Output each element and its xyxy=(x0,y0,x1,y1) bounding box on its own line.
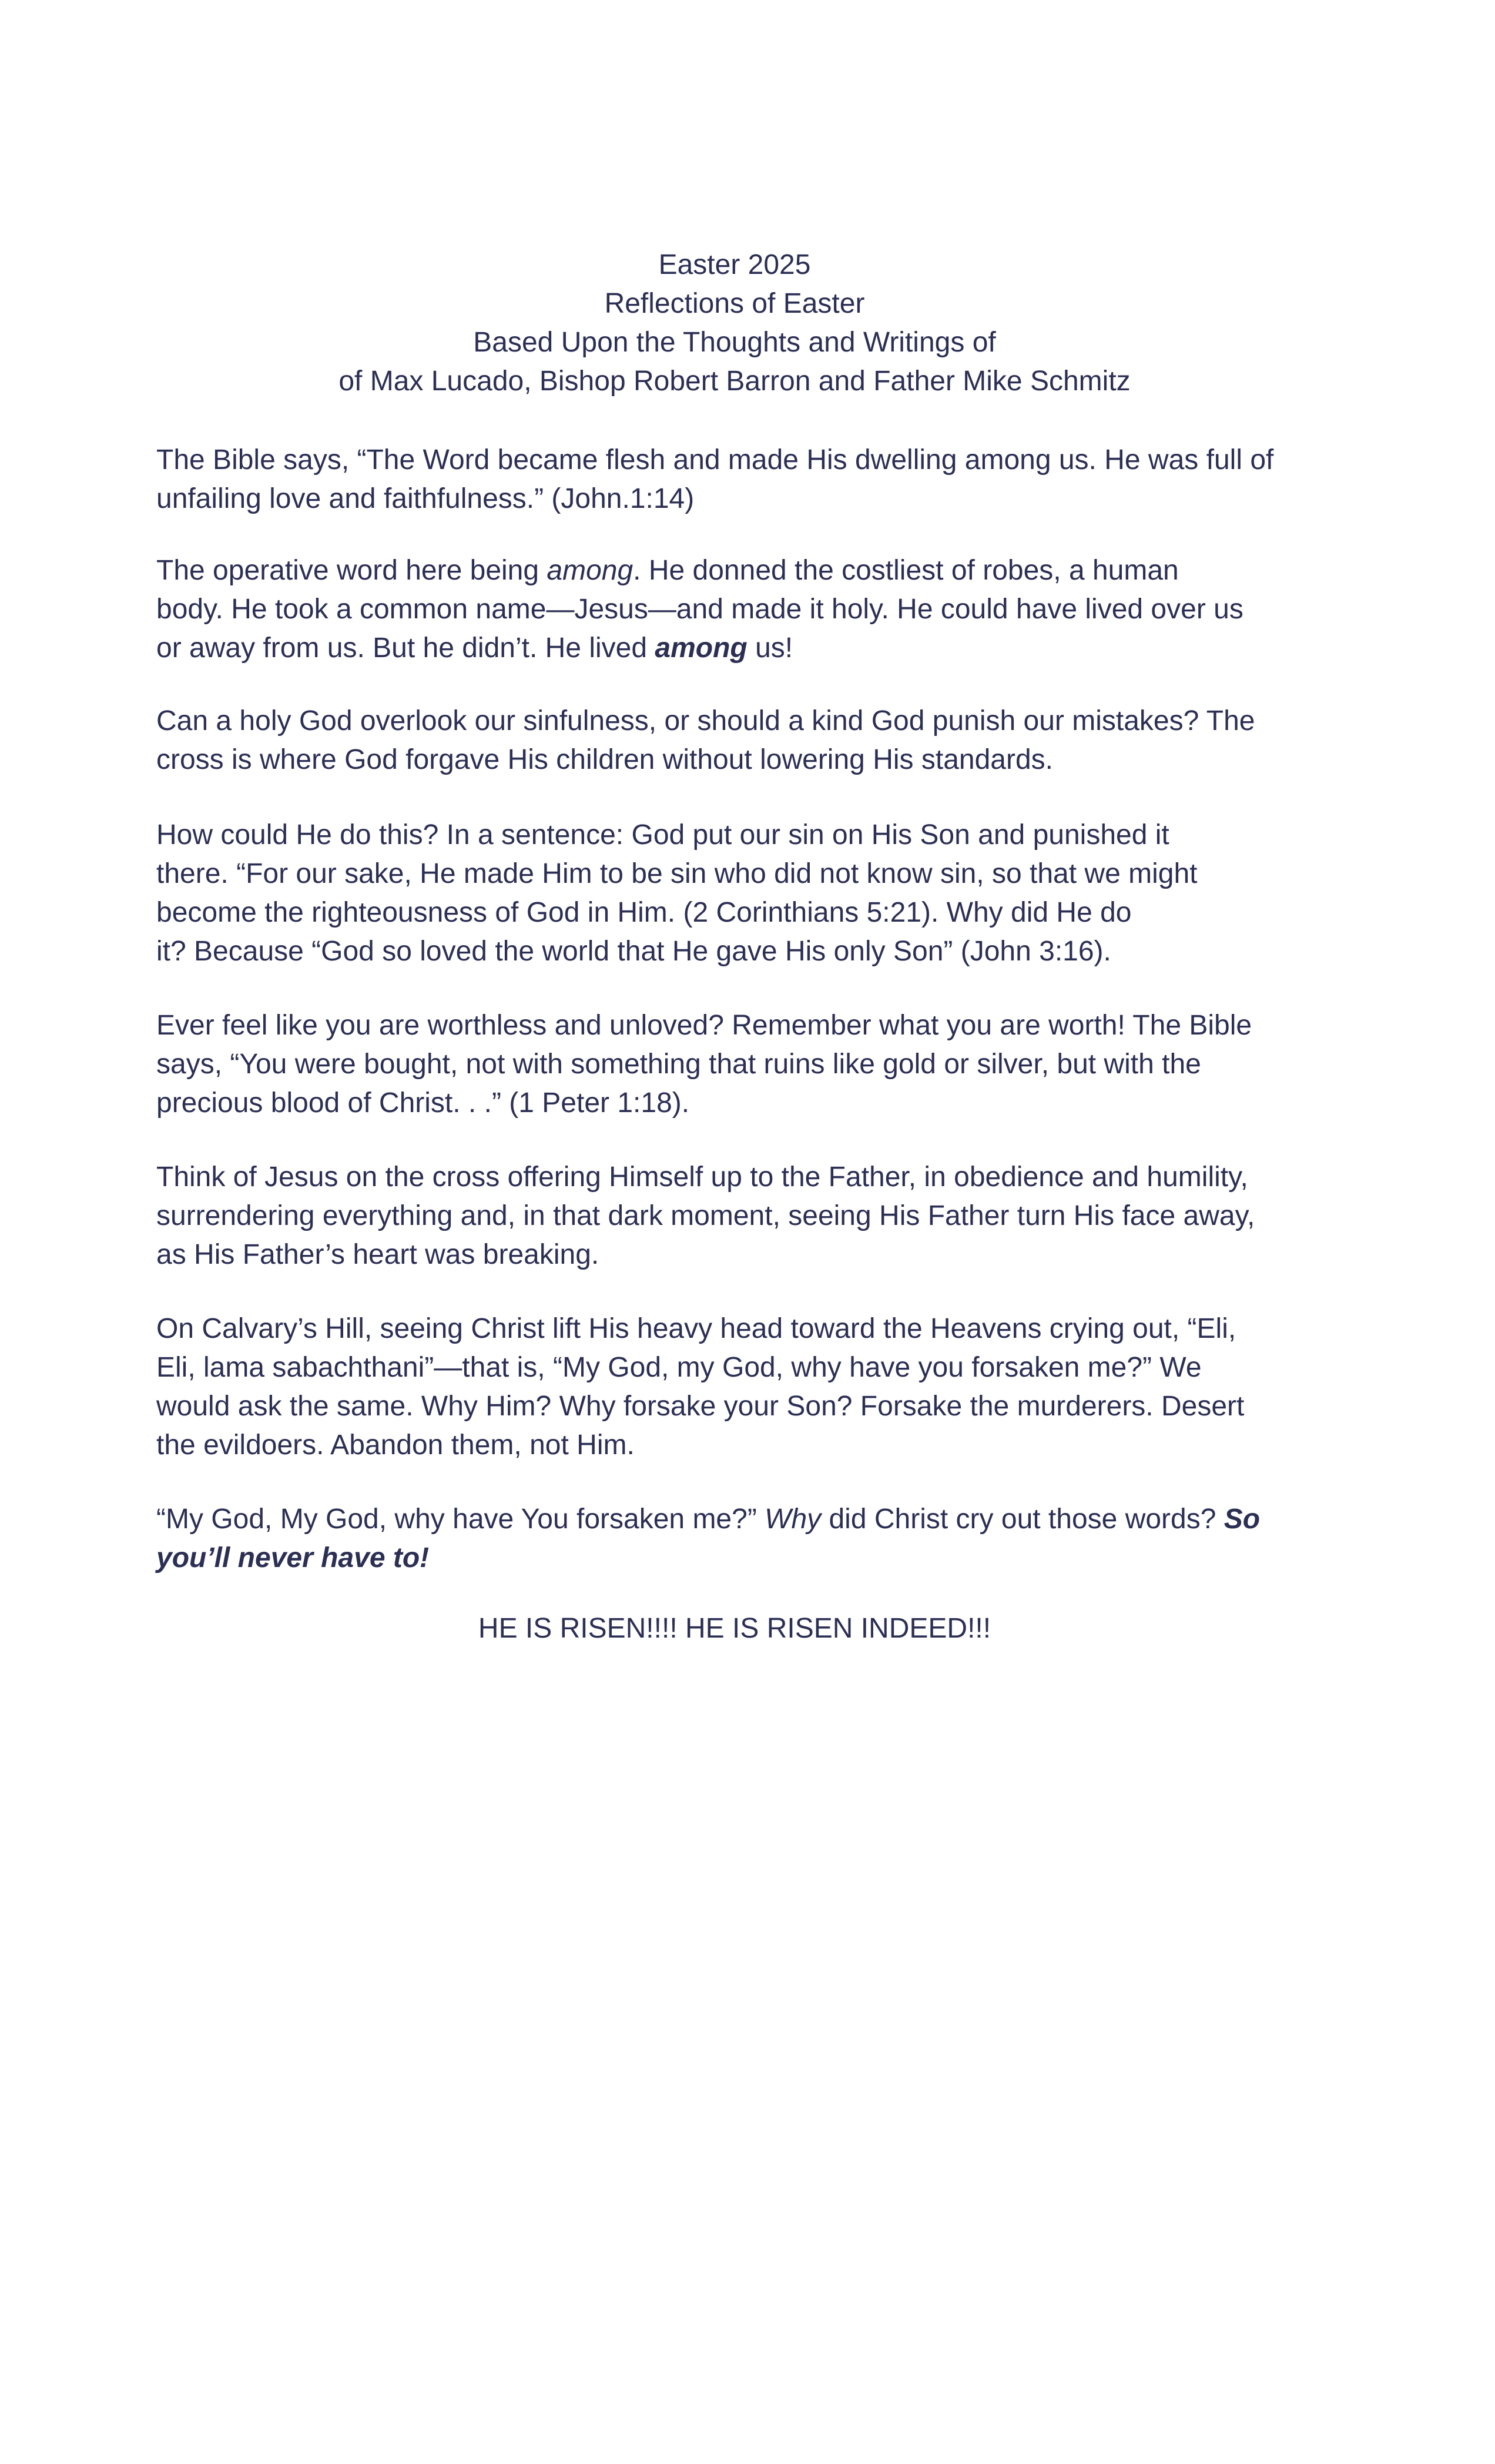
paragraph-2 xyxy=(156,551,1343,668)
paragraph-line: Think of Jesus on the cross offering Himself up to the Father, in obedience and humility, xyxy=(156,1161,1248,1193)
emphasis-so: So xyxy=(1224,1504,1261,1535)
emphasis-among: among xyxy=(547,555,633,586)
emphasis-never-have-to: you’ll never have to! xyxy=(156,1542,430,1574)
paragraph-7 xyxy=(156,1310,1343,1465)
paragraph-line: would ask the same. Why Him? Why forsake your Son? Forsake the murderers. Desert xyxy=(156,1391,1245,1422)
closing-proclamation: HE IS RISEN!!!! HE IS RISEN INDEED!!! xyxy=(478,1613,991,1644)
header-subtitle: Reflections of Easter xyxy=(604,288,865,319)
paragraph-line: body. He took a common name—Jesus—and made it holy. He could have lived over us xyxy=(156,594,1243,625)
paragraph-line xyxy=(156,1539,1343,1578)
paragraph-line: How could He do this? In a sentence: God put our sin on His Son and punished it xyxy=(156,819,1169,851)
paragraph-line: On Calvary’s Hill, seeing Christ lift His heavy head toward the Heavens crying out, “Eli, xyxy=(156,1313,1236,1344)
paragraph-line: The Bible says, “The Word became flesh and made His dwelling among us. He was full of xyxy=(156,444,1274,476)
paragraph-5 xyxy=(156,1006,1343,1123)
paragraph-line: surrendering everything and, in that dark moment, seeing His Father turn His face away, xyxy=(156,1200,1255,1231)
paragraph-line: as His Father’s heart was breaking. xyxy=(156,1239,599,1270)
paragraph-line: Eli, lama sabachthani”—that is, “My God, my God, why have you forsaken me?” We xyxy=(156,1352,1202,1383)
header-title: Easter 2025 xyxy=(658,249,811,280)
paragraph-line: there. “For our sake, He made Him to be sin who did not know sin, so that we might xyxy=(156,858,1198,889)
header-authors-line: of Max Lucado, Bishop Robert Barron and Father Mike Schmitz xyxy=(338,366,1131,397)
paragraph-line: cross is where God forgave His children without lowering His standards. xyxy=(156,744,1053,775)
document-header xyxy=(0,246,1469,401)
paragraph-line: unfailing love and faithfulness.” (John.1:14) xyxy=(156,483,695,514)
paragraph-line: become the righteousness of God in Him. (2 Corinthians 5:21). Why did He do xyxy=(156,897,1132,928)
emphasis-why: Why xyxy=(765,1504,822,1535)
paragraph-1 xyxy=(156,441,1343,518)
paragraph-line: the evildoers. Abandon them, not Him. xyxy=(156,1429,635,1461)
paragraph-line: Can a holy God overlook our sinfulness, or should a kind God punish our mistakes? The xyxy=(156,705,1255,736)
paragraph-8 xyxy=(156,1500,1343,1578)
paragraph-3 xyxy=(156,702,1343,779)
paragraph-line: or away from us. But he didn’t. He lived among us! xyxy=(156,632,793,664)
header-attribution-line: Based Upon the Thoughts and Writings of xyxy=(473,327,996,358)
emphasis-among-bold: among xyxy=(655,632,748,664)
paragraph-line: it? Because “God so loved the world that He gave His only Son” (John 3:16). xyxy=(156,936,1111,967)
paragraph-line: The operative word here being among. He donned the costliest of robes, a human xyxy=(156,555,1179,586)
paragraph-4 xyxy=(156,816,1343,971)
paragraph-line: Ever feel like you are worthless and unloved? Remember what you are worth! The Bible xyxy=(156,1010,1252,1041)
paragraph-6 xyxy=(156,1158,1343,1274)
paragraph-line: precious blood of Christ. . .” (1 Peter 1:18). xyxy=(156,1087,690,1119)
paragraph-line: “My God, My God, why have You forsaken me?” Why did Christ cry out those words? So xyxy=(156,1504,1261,1535)
paragraph-line: says, “You were bought, not with something that ruins like gold or silver, but with the xyxy=(156,1049,1201,1080)
